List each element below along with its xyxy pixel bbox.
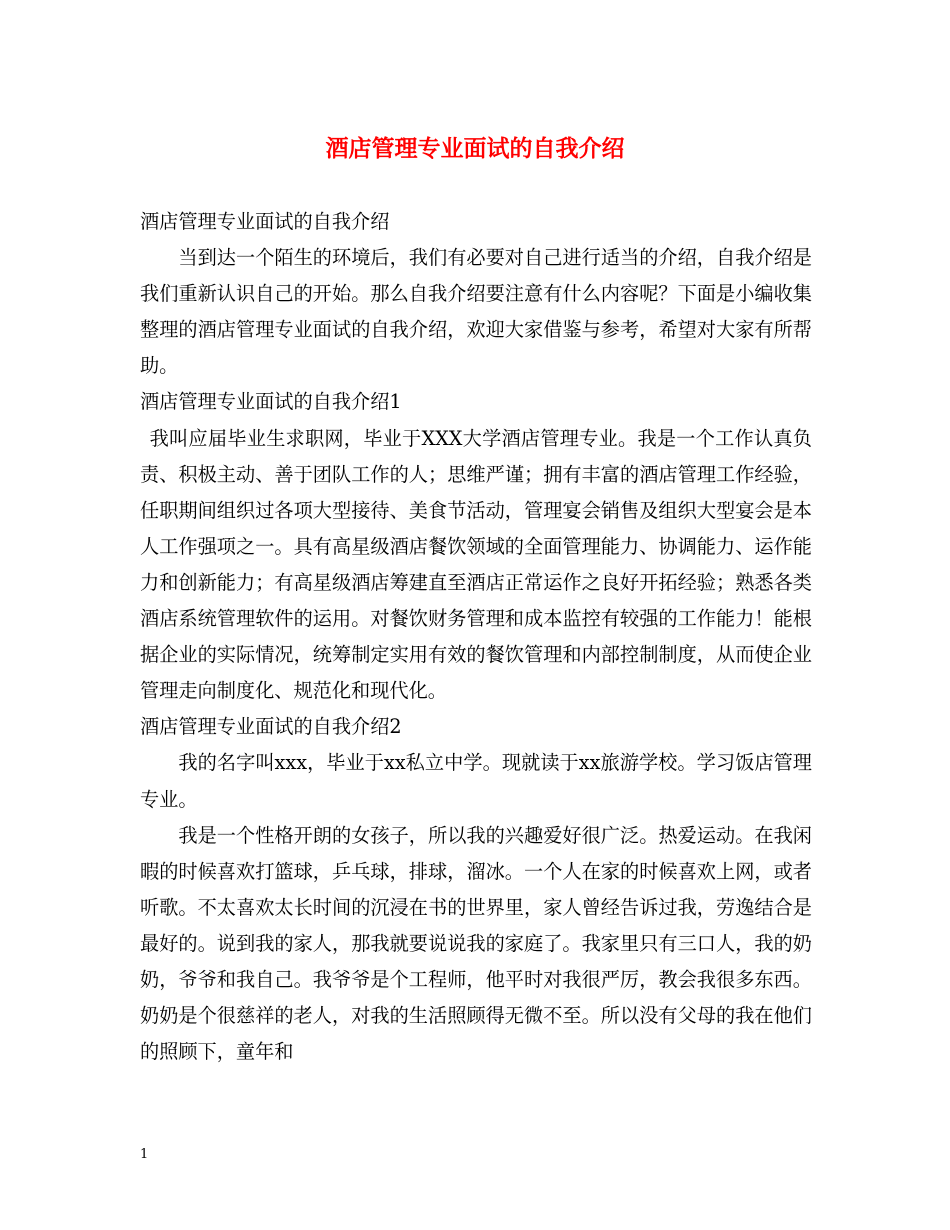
- page-number: 1: [140, 1147, 149, 1162]
- section-heading: 酒店管理专业面试的自我介绍: [140, 210, 390, 233]
- document-body: [140, 204, 812, 1070]
- paragraph-self-intro-2a: 我的名字叫xxx，毕业于xx私立中学。现就读于xx旅游学校。学习饭店管理专业。: [140, 751, 812, 811]
- document-title: 酒店管理专业面试的自我介绍: [325, 135, 625, 162]
- paragraph-self-intro-1: 我叫应届毕业生求职网，毕业于XXX大学酒店管理专业。我是一个工作认真负责、积极主动、善于团队工作的人；思维严谨；拥有丰富的酒店管理工作经验，任职期间组织过各项大型接待、美食节活动，管理宴会销售及组织大型宴会是本人工作强项之一。具有高星级酒店餐饮领域的全面管理能力、协调能力、运作能力和创新能力；有高星级酒店筹建直至酒店正常运作之良好开拓经验；熟悉各类酒店系统管理软件的运用。对餐饮财务管理和成本监控有较强的工作能力！能根据企业的实际情况，统筹制定实用有效的餐饮管理和内部控制制度，从而使企业管理走向制度化、规范化和现代化。: [140, 426, 812, 703]
- section-heading-1: 酒店管理专业面试的自我介绍1: [140, 390, 402, 414]
- intro-paragraph: 当到达一个陌生的环境后，我们有必要对自己进行适当的介绍，自我介绍是我们重新认识自己的开始。那么自我介绍要注意有什么内容呢？下面是小编收集整理的酒店管理专业面试的自我介绍，欢迎大家借鉴与参考，希望对大家有所帮助。: [140, 246, 812, 378]
- section-heading-2: 酒店管理专业面试的自我介绍2: [140, 715, 402, 739]
- paragraph-self-intro-2b: 我是一个性格开朗的女孩子，所以我的兴趣爱好很广泛。热爱运动。在我闲暇的时候喜欢打篮球，乒乓球，排球，溜冰。一个人在家的时候喜欢上网，或者听歌。不太喜欢太长时间的沉浸在书的世界里，家人曾经告诉过我，劳逸结合是最好的。说到我的家人，那我就要说说我的家庭了。我家里只有三口人，我的奶奶，爷爷和我自己。我爷爷是个工程师，他平时对我很严厉，教会我很多东西。奶奶是个很慈祥的老人，对我的生活照顾得无微不至。所以没有父母的我在他们的照顾下，童年和: [140, 823, 812, 1064]
